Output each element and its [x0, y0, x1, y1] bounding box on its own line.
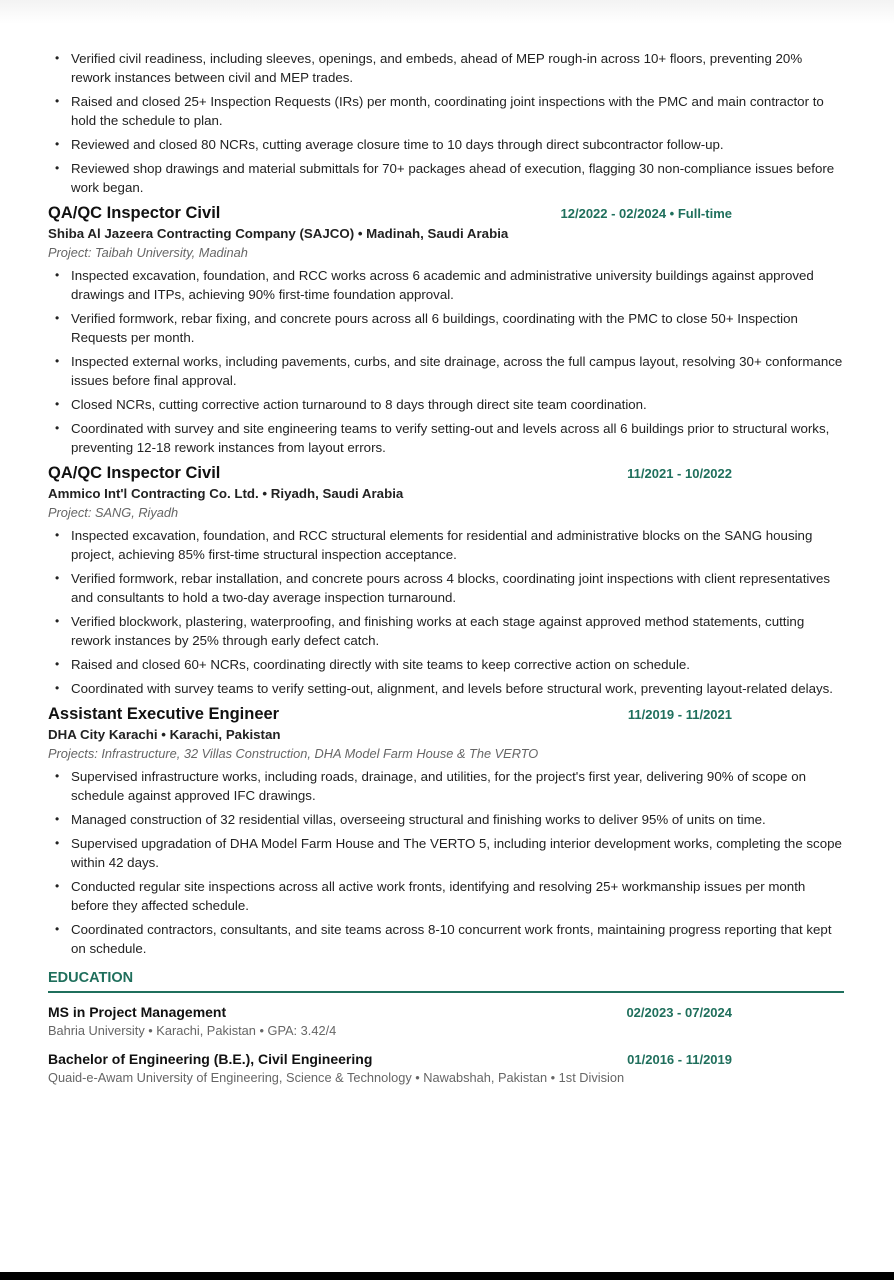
bullet-item: • Verified civil readiness, including sleeves, openings, and embeds, ahead of MEP rough-in across 10+ floors, preventing 20% rework instances between civil and MEP trades. [48, 49, 844, 87]
job-project: Projects: Infrastructure, 32 Villas Construction, DHA Model Farm House & The VERTO [48, 746, 539, 761]
bullet-item: • Verified blockwork, plastering, waterproofing, and finishing works at each stage against approved method statements, cutting rework instances by 25% through early defect catch. [48, 612, 844, 650]
education-header [48, 1002, 732, 1022]
bullet-item: • Closed NCRs, cutting corrective action turnaround to 8 days through direct site team coordination. [48, 395, 844, 414]
job-header [48, 202, 732, 224]
previous-job-bullets [48, 49, 844, 197]
bullet-item: • Reviewed shop drawings and material submittals for 70+ packages ahead of execution, flagging 30 non-compliance issues before work began. [48, 159, 844, 197]
education-details: Quaid-e-Awam University of Engineering, Science & Technology • Nawabshah, Pakistan • 1st Division [48, 1070, 625, 1085]
education-details: Bahria University • Karachi, Pakistan • GPA: 3.42/4 [48, 1023, 337, 1038]
bullet-item: • Supervised infrastructure works, including roads, drainage, and utilities, for the project's first year, delivering 90% of scope on schedule against approved IFC drawings. [48, 767, 844, 805]
bullet-item: • Conducted regular site inspections across all active work fronts, identifying and resolving 25+ workmanship issues per month before they affected schedule. [48, 877, 844, 915]
job-company: Shiba Al Jazeera Contracting Company (SAJCO) • Madinah, Saudi Arabia [48, 226, 509, 241]
bullet-item: • Inspected excavation, foundation, and RCC works across 6 academic and administrative university buildings against approved drawings and ITPs, achieving 90% first-time foundation approval. [48, 266, 844, 304]
bullet-item: • Raised and closed 25+ Inspection Requests (IRs) per month, coordinating joint inspections with the PMC and main contractor to hold the schedule to plan. [48, 92, 844, 130]
job-title: QA/QC Inspector Civil [48, 204, 221, 222]
job-title: Assistant Executive Engineer [48, 705, 280, 723]
job-dates: 11/2021 - 10/2022 [627, 466, 732, 481]
bottom-edge-bar [0, 1272, 894, 1280]
bullet-item: • Verified formwork, rebar installation, and concrete pours across 4 blocks, coordinating joint inspections with client representatives and consultants to hold a two-day average inspection turnaround. [48, 569, 844, 607]
job-project: Project: Taibah University, Madinah [48, 245, 248, 260]
job-company: Ammico Int'l Contracting Co. Ltd. • Riyadh, Saudi Arabia [48, 486, 404, 501]
degree-title: Bachelor of Engineering (B.E.), Civil Engineering [48, 1051, 373, 1067]
job-entry-sajco [48, 202, 844, 457]
education-item [48, 1002, 844, 1040]
section-heading-education: EDUCATION [48, 970, 844, 993]
bullet-item: • Coordinated with survey and site engineering teams to verify setting-out and levels across all 6 buildings prior to structural works, preventing 12-18 rework instances from layout errors. [48, 419, 844, 457]
page-top-shadow [0, 0, 894, 24]
degree-title: MS in Project Management [48, 1004, 227, 1020]
job-company: DHA City Karachi • Karachi, Pakistan [48, 727, 281, 742]
job-header [48, 703, 732, 725]
job-title: QA/QC Inspector Civil [48, 464, 221, 482]
job-entry-ammico [48, 462, 844, 698]
education-section [48, 970, 844, 1087]
resume-page [48, 49, 844, 1087]
job-dates: 11/2019 - 11/2021 [627, 707, 732, 722]
job-header [48, 462, 732, 484]
education-header [48, 1049, 732, 1069]
job-dates: 12/2022 - 02/2024 • Full-time [560, 206, 732, 221]
education-dates: 01/2016 - 11/2019 [627, 1052, 732, 1067]
job-bullets [48, 767, 844, 958]
bullet-item: • Verified formwork, rebar fixing, and concrete pours across all 6 buildings, coordinating with the PMC to close 50+ Inspection Requests per month. [48, 309, 844, 347]
bullet-item: • Raised and closed 60+ NCRs, coordinating directly with site teams to keep corrective action on schedule. [48, 655, 844, 674]
bullet-item: • Inspected external works, including pavements, curbs, and site drainage, across the full campus layout, resolving 30+ conformance issues before final approval. [48, 352, 844, 390]
bullet-item: • Coordinated contractors, consultants, and site teams across 8-10 concurrent work fronts, maintaining progress reporting that kept on schedule. [48, 920, 844, 958]
bullet-item: • Supervised upgradation of DHA Model Farm House and The VERTO 5, including interior development works, completing the scope within 42 days. [48, 834, 844, 872]
education-dates: 02/2023 - 07/2024 [626, 1005, 732, 1020]
bullet-item: • Reviewed and closed 80 NCRs, cutting average closure time to 10 days through direct subcontractor follow-up. [48, 135, 844, 154]
job-bullets [48, 266, 844, 457]
bullet-item: • Managed construction of 32 residential villas, overseeing structural and finishing works to deliver 95% of units on time. [48, 810, 844, 829]
education-item [48, 1049, 844, 1087]
job-entry-dha [48, 703, 844, 958]
job-bullets [48, 526, 844, 698]
bullet-item: • Inspected excavation, foundation, and RCC structural elements for residential and administrative blocks on the SANG housing project, achieving 85% first-time structural inspection acceptance. [48, 526, 844, 564]
job-project: Project: SANG, Riyadh [48, 505, 179, 520]
bullet-item: • Coordinated with survey teams to verify setting-out, alignment, and levels before structural work, preventing layout-related delays. [48, 679, 844, 698]
